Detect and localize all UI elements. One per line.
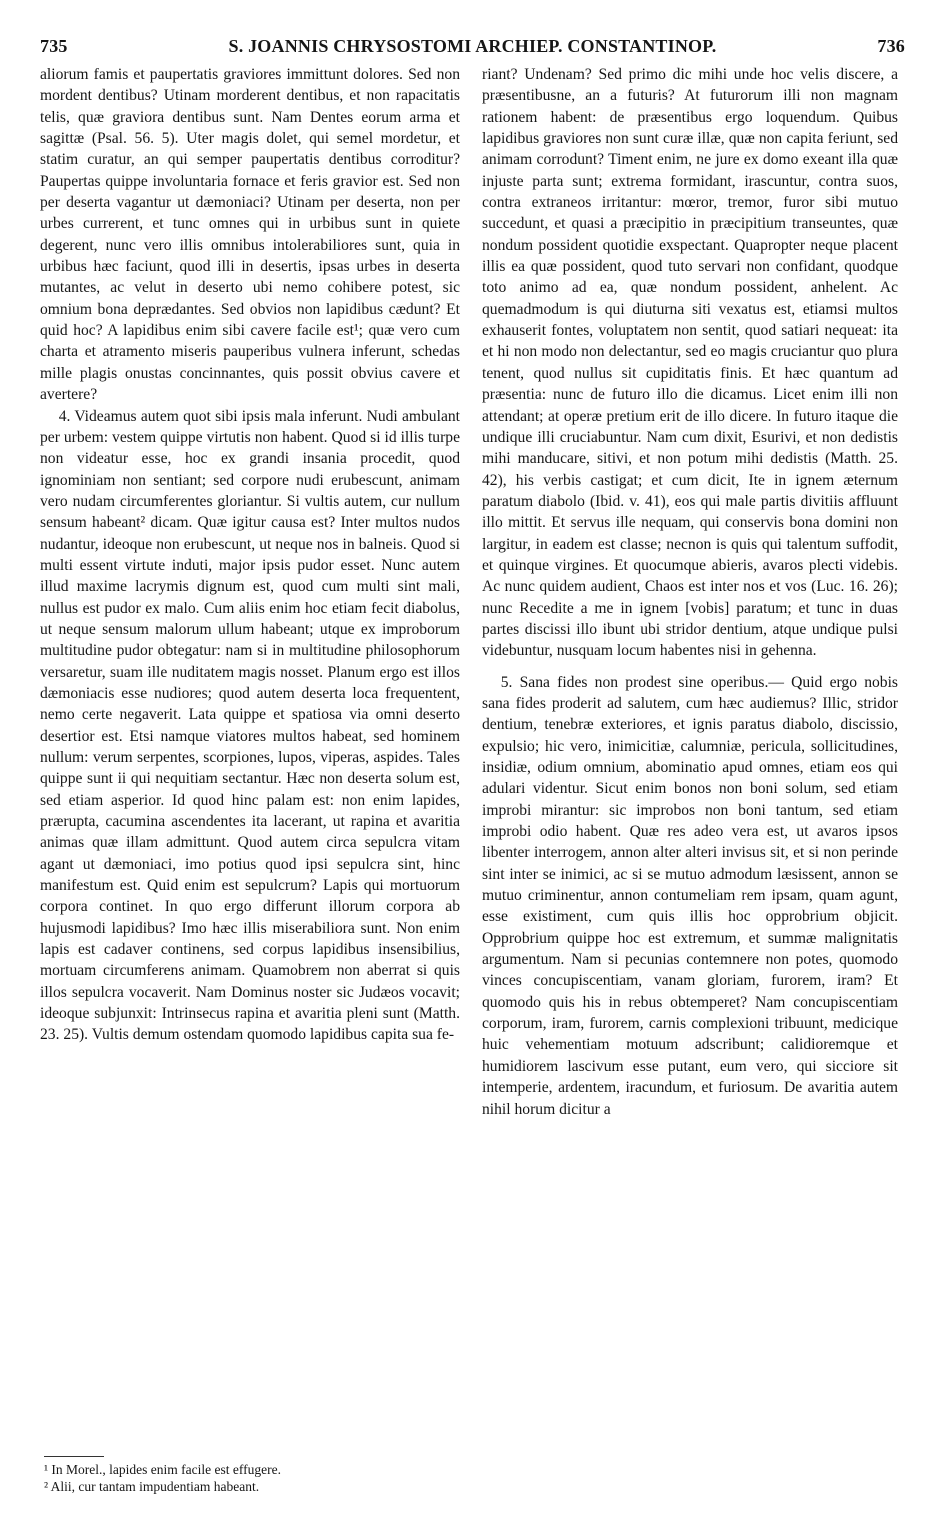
page-number-left: 735 <box>40 36 68 56</box>
footnotes <box>44 1456 464 1495</box>
paragraph-continuation-right: riant? Undenam? Sed primo dic mihi unde hoc velis discere, a præsentibusne, an a futuris? At futurorum illi non magnam rationem habent: de præsentibus ergo loquendum. Quibus lapidibus graviores non sunt curæ illæ, quæ non capita feriunt, sed animam corrodunt? Timent enim, ne jure ex domo exeant illa quæ injuste parta sunt; extrema formidant, irascuntur, contra suos, contra extraneos irritantur: mœror, tremor, furor sibi mutuo succedunt, et quasi a præcipitio in præcipitium transeuntes, quæ nondum possident quotidie exspectant. Quapropter neque placent illis ea quæ possident, quod tuto servari non confidant, quodque toto animo ad ea, quæ nondum possident, anhelent. Ac quemadmodum is qui diuturna siti vexatus est, etiamsi multos exhauserit fontes, voluptatem non sentit, quod satiari nequeat: ita et hi non modo non delectantur, sed eo magis cruciantur quo plura tenent, quod nullus sit cupiditatis finis. Et hæc quantum ad præsentia: nunc de futuro illo die dicamus. Licet enim illi non attendant; at operæ pretium erit de illo dicere. In futuro itaque die undique illi cruciabuntur. Nam cum dixit, Esurivi, et non dedistis mihi manducare, sitivi, et non potum mihi dedistis (Matth. 25. 42), his verbis castigat; et cum dicit, Ite in ignem æternum paratum diabolo (Ibid. v. 41), eos qui male partis divitiis affluunt illo mittit. Et servus ille nequam, qui conservis bona domini non largitur, in eadem est classe; necnon is quis qui talentum suffodit, et quinque virgines. Et quocumque abieris, avaros plecti videbis. Ac nunc quidem audient, Chaos est inter nos et vos (Luc. 16. 26); nunc Recedite a me in ignem [vobis] paratum; et tunc in duas partes discissi illo ibunt ubi stridor dentium, atque undique pulsi videbuntur, nusquam locum habentes nisi in gehenna. <box>482 66 898 660</box>
footnote-1: ¹ In Morel., lapides enim facile est effugere. <box>44 1462 281 1477</box>
left-column <box>40 64 460 1046</box>
right-column <box>482 64 898 1120</box>
paragraph-continuation: aliorum famis et paupertatis graviores immittunt dolores. Sed non mordent dentibus? Utinam morderent dentibus, et non rapacitatis telis, quæ graviora dentibus sunt. Nam Dentes eorum arma et sagittæ (Psal. 56. 5). Uter magis dolet, qui semel mordetur, et statim curatur, an qui semper paupertatis dentibus corroditur? Paupertas quippe involuntaria fornace et feris gravior est. Sed non per deserta vagantur ut dæmoniaci? Utinam per deserta, non per urbes currerent, et tunc omnes qui in urbibus sunt in quiete degerent, nunc vero illis omnibus intolerabiliores sunt, quia in urbibus hæc faciunt, quod illi in desertis, ipsas urbes in deserta mutantes, ac velut in deserto ubi nemo cohibere potest, sic omnium bona deprædantes. Sed obvios non lapidibus cædunt? Et quid hoc? A lapidibus enim sibi cavere facile est¹; quæ vero cum charta et atramento miseris pauperibus vulnera inferunt, schedas mille plagis onustas concinnantes, quis possit obvius cavere et avertere? <box>40 66 460 404</box>
footnote-2: ² Alii, cur tantam impudentiam habeant. <box>44 1479 260 1494</box>
page-number-right: 736 <box>877 36 905 56</box>
running-header <box>40 36 905 60</box>
paragraph-section-5: 5. Sana fides non prodest sine operibus.— Quid ergo nobis sana fides proderit ad salutem, cum hæc audiemus? Illic, stridor dentium, tenebræ exteriores, et ignis paratus diabolo, discissio, expulsio; hic vero, inimicitiæ, calumniæ, pericula, sollicitudines, insidiæ, odium omnium, abominatio apud omnes, etiam eos qui adulari videntur. Sicut enim bonos non boni solum, sed etiam improbi mirantur: sic improbos non boni tantum, sed etiam improbi odio habent. Quæ res adeo vera est, ut avaros ipsos libenter interrogem, annon alter alteri invisus sit, et si non perinde sint inter se inimici, ac si se mutuo admodum læsissent, annon se mutuo criminentur, annon contumeliam rem ipsam, quam agunt, esse existiment, cum quis illis hoc opprobrium objicit. Opprobrium quippe hoc est extremum, et summæ malignitatis argumentum. Nam si pecunias contemnere non potes, quomodo vinces concupiscentiam, vanam gloriam, furorem, iram? Et quomodo quis his in rebus obtemperet? Nam concupiscentiam corporum, iram, furorem, carnis complexioni tribuunt, medicique huic vehementiam motuum adscribunt; calidioremque et humidiorem lascivum esse putant, eum vero, qui sicciore sit intemperie, ardentem, iracundum, et furiosum. De avaritia autem nihil horum dicitur a <box>482 673 898 1118</box>
footnote-rule <box>44 1456 104 1457</box>
paragraph-section-4: 4. Videamus autem quot sibi ipsis mala inferunt. Nudi ambulant per urbem: vestem quippe virtutis non habent. Quod si id illis turpe non videatur esse, hoc ex grandi insania procedit, quod ignominiam non sentiant; sed corpore nudi erubescunt, animam vero nudam circumferentes gloriantur. Si vultis autem, cur nullum sensum habeant² dicam. Quæ igitur causa est? Inter multos nudos nudantur, ideoque non erubescunt, ut neque nos in balneis. Quod si multi essent virtute induti, major ipsis pudor esset. Nunc autem illud maxime lacrymis dignum est, quod cum multi sint mali, nullus est pudor ex malo. Cum aliis enim hoc etiam fecit diabolus, ut neque sensum malorum ullum habeant; utque ex improborum multitudine pudor obtegatur: nam si in multitudine philosophorum versaretur, suam ille nuditatem magis nosset. Planum ergo est illos dæmoniacis esse nudiores; quod autem deserta loca frequentent, nemo certe negaverit. Lata quippe et spatiosa via omni deserto desertior est. Etsi namque viatores multos habeat, sed hominem nullum: verum serpentes, scorpiones, lupos, viperas, aspides. Tales quippe sunt ii qui nequitiam sectantur. Hæc non deserta solum est, sed etiam asperior. Id quod hinc palam est: non enim lapides, prærupta, cacumina ascendentes ita lacerant, ut rapina et avaritia animas quæ illam admittunt. Quod autem circa sepulcra vitam agant ut dæmoniaci, imo potius quod ipsi sepulcra sint, hinc manifestum est. Quid enim est sepulcrum? Lapis qui mortuorum corpora continet. In quo ergo differunt illorum corpora ab hujusmodi lapidibus? Imo hæc illis miserabiliora sunt. Non enim lapis est cadaver continens, sed corpus lapidibus insensibilius, mortuam circumferens animam. Quamobrem non aberrat si quis illos sepulcra vocaverit. Nam Dominus noster sic Judæos vocavit; ideoque subjunxit: Intrinsecus rapina et avaritia pleni sunt (Matth. 23. 25). Vultis demum ostendam quomodo lapidibus capita sua fe- <box>40 407 460 1044</box>
running-title: S. JOANNIS CHRYSOSTOMI ARCHIEP. CONSTANTINOP. <box>228 36 717 56</box>
